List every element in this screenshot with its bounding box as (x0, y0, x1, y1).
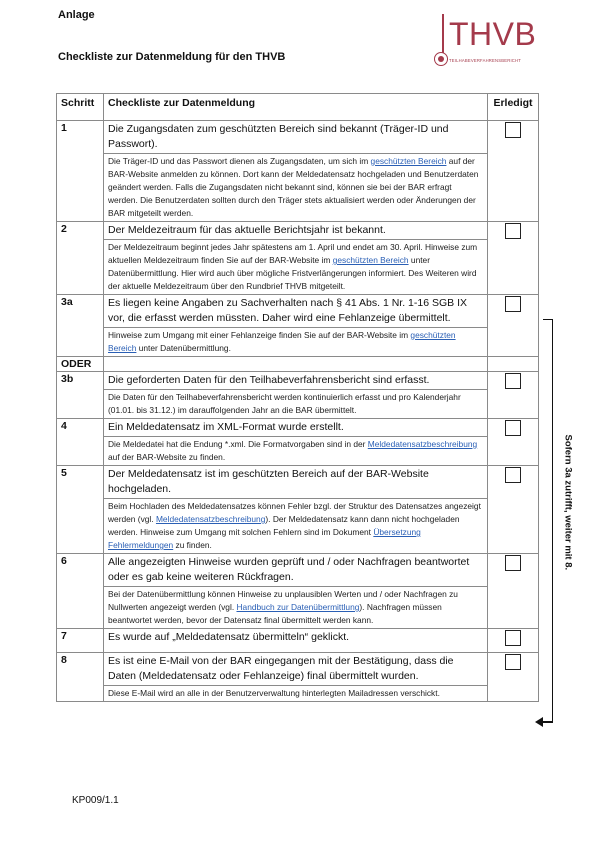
done-cell (488, 372, 539, 419)
header-done: Erledigt (488, 94, 539, 121)
step-number: 1 (57, 121, 104, 222)
step-number: 8 (57, 653, 104, 702)
note-text: ). Der Meldedatensatz kann dann nicht hochgeladen werden. Hinweise zum Umgang mit solchen Fehlern sind im Dokument (108, 514, 460, 537)
step-note (104, 240, 488, 295)
note-text: unter Datenübermittlung. (136, 343, 231, 353)
table-row-note (57, 686, 539, 702)
header-checklist: Checkliste zur Datenmeldung (104, 94, 488, 121)
done-checkbox[interactable] (505, 420, 521, 436)
logo-circle-dot (438, 56, 444, 62)
step-number: 6 (57, 554, 104, 629)
table-row (57, 653, 539, 686)
note-text: Bei der Datenübermittlung können Hinweise zu unplausiblen Werten und / oder Nachfragen zu Nullwerten angezeigt werden (vgl. (108, 589, 458, 612)
logo-subtitle: TEILHABEVERFAHRENSBERICHT (449, 58, 522, 63)
step-text: Die geforderten Daten für den Teilhabeverfahrensbericht sind erfasst. (104, 372, 488, 390)
step-note (104, 328, 488, 357)
note-text: zu finden. (173, 540, 212, 550)
done-checkbox[interactable] (505, 122, 521, 138)
checklist-table (56, 93, 539, 702)
note-text: auf der BAR-Website anmelden zu können. Dort kann der Meldedatensatz hochgeladen und Benutzerdaten geändert werden. Falls die Zugangsdaten nicht bekannt sind, können sie bei der BAR erfragt werden. Die Benutzerdaten sollten durch den Träger stets aktualisiert werden oder Änderungen der BAR mitgeteilt werden. (108, 156, 479, 218)
step-text: Der Meldedatensatz ist im geschützten Bereich auf der BAR-Website hochgeladen. (104, 466, 488, 499)
oder-empty (488, 357, 539, 372)
table-row-note (57, 328, 539, 357)
link-protected-area[interactable]: geschützten Bereich (370, 156, 447, 166)
step-note (104, 437, 488, 466)
step-text: Es wurde auf „Meldedatensatz übermitteln“ geklickt. (104, 629, 488, 653)
step-number: 5 (57, 466, 104, 554)
done-cell (488, 466, 539, 554)
table-row (57, 629, 539, 653)
table-row-note (57, 499, 539, 554)
step-text: Es ist eine E-Mail von der BAR eingegangen mit der Bestätigung, dass die Daten (Meldedatensatz oder Fehlanzeige) final übermittelt wurden. (104, 653, 488, 686)
step-note: Die Daten für den Teilhabeverfahrensbericht werden kontinuierlich erfasst und pro Kalenderjahr (01.01. bis 31.12.) im darauffolgenden Jahr an die BAR übermittelt. (104, 390, 488, 419)
done-cell (488, 121, 539, 222)
oder-label: ODER (57, 357, 104, 372)
link-protected-area[interactable]: geschützten Bereich (108, 330, 456, 353)
step-text: Die Zugangsdaten zum geschützten Bereich sind bekannt (Träger-ID und Passwort). (104, 121, 488, 154)
done-checkbox[interactable] (505, 296, 521, 312)
note-text: Hinweise zum Umgang mit einer Fehlanzeige finden Sie auf der BAR-Website im (108, 330, 411, 340)
table-header-row (57, 94, 539, 121)
table-row (57, 419, 539, 437)
anlage-label: Anlage (58, 9, 95, 21)
note-text: Die Träger-ID und das Passwort dienen als Zugangsdaten, um sich im (108, 156, 371, 166)
done-checkbox[interactable] (505, 223, 521, 239)
done-cell (488, 419, 539, 466)
done-cell (488, 629, 539, 653)
note-text: ). Nachfragen müssen beantwortet werden, bevor der Datensatz final übermittelt werden kann. (108, 602, 442, 625)
done-checkbox[interactable] (505, 373, 521, 389)
step-text: Ein Meldedatensatz im XML-Format wurde erstellt. (104, 419, 488, 437)
table-row-note (57, 390, 539, 419)
link-record-description[interactable]: Meldedatensatzbeschreibung (155, 514, 266, 524)
link-record-description[interactable]: Meldedatensatzbeschreibung (367, 439, 478, 449)
table-row-note (57, 154, 539, 222)
document-code: KP009/1.1 (72, 795, 119, 806)
done-cell (488, 295, 539, 357)
arrow-left-icon (535, 717, 543, 727)
table-row (57, 295, 539, 328)
document-title: Checkliste zur Datenmeldung für den THVB (58, 51, 286, 63)
note-text: auf der BAR-Website zu finden. (108, 452, 226, 462)
skip-note: Sofern 3a zutrifft, weiter mit 8. (562, 434, 574, 571)
link-protected-area[interactable]: geschützten Bereich (332, 255, 409, 265)
step-note (104, 154, 488, 222)
done-checkbox[interactable] (505, 555, 521, 571)
skip-bracket (543, 319, 553, 722)
done-cell (488, 554, 539, 629)
table-row (57, 554, 539, 587)
step-number: 3b (57, 372, 104, 419)
table-row-oder (57, 357, 539, 372)
header-step: Schritt (57, 94, 104, 121)
table-row-note (57, 437, 539, 466)
step-text: Alle angezeigten Hinweise wurden geprüft und / oder Nachfragen beantwortet oder es gab keine weiteren Rückfragen. (104, 554, 488, 587)
note-text: Die Meldedatei hat die Endung *.xml. Die Formatvorgaben sind in der (108, 439, 368, 449)
step-number: 4 (57, 419, 104, 466)
step-number: 2 (57, 222, 104, 295)
logo-text: THVB (449, 16, 537, 52)
step-number: 7 (57, 629, 104, 653)
step-text: Es liegen keine Angaben zu Sachverhalten nach § 41 Abs. 1 Nr. 1-16 SGB IX vor, die erfasst werden müssten. Daher wird eine Fehlanzeige übermittelt. (104, 295, 488, 328)
note-text: unter Datenübermittlung. Hier wird auch über mögliche Fristverlängerungen informiert. Des Weiteren wird der aktuelle Meldezeitraum über den Rundbrief THVB mitgeteilt. (108, 255, 477, 291)
oder-empty (104, 357, 488, 372)
link-error-translation[interactable]: Übersetzung Fehlermeldungen (108, 527, 421, 550)
note-text: Der Meldezeitraum beginnt jedes Jahr spätestens am 1. April und endet am 30. April. Hinweise zum aktuellen Meldezeitraum finden Sie auf der BAR-Website im (108, 242, 478, 265)
done-checkbox[interactable] (505, 467, 521, 483)
table-row (57, 372, 539, 390)
table-row (57, 222, 539, 240)
done-checkbox[interactable] (505, 654, 521, 670)
table-row-note (57, 587, 539, 629)
step-note (104, 499, 488, 554)
step-number: 3a (57, 295, 104, 357)
step-text: Der Meldezeitraum für das aktuelle Berichtsjahr ist bekannt. (104, 222, 488, 240)
table-row (57, 466, 539, 499)
done-cell (488, 653, 539, 702)
note-text: Beim Hochladen des Meldedatensatzes können Fehler bzgl. der Struktur des Datensatzes angezeigt werden (vgl. (108, 501, 481, 524)
done-checkbox[interactable] (505, 630, 521, 646)
done-cell (488, 222, 539, 295)
link-transfer-handbook[interactable]: Handbuch zur Datenübermittlung (236, 602, 360, 612)
step-note: Diese E-Mail wird an alle in der Benutzerverwaltung hinterlegten Mailadressen verschickt. (104, 686, 488, 702)
table-row (57, 121, 539, 154)
table-row-note (57, 240, 539, 295)
step-note (104, 587, 488, 629)
